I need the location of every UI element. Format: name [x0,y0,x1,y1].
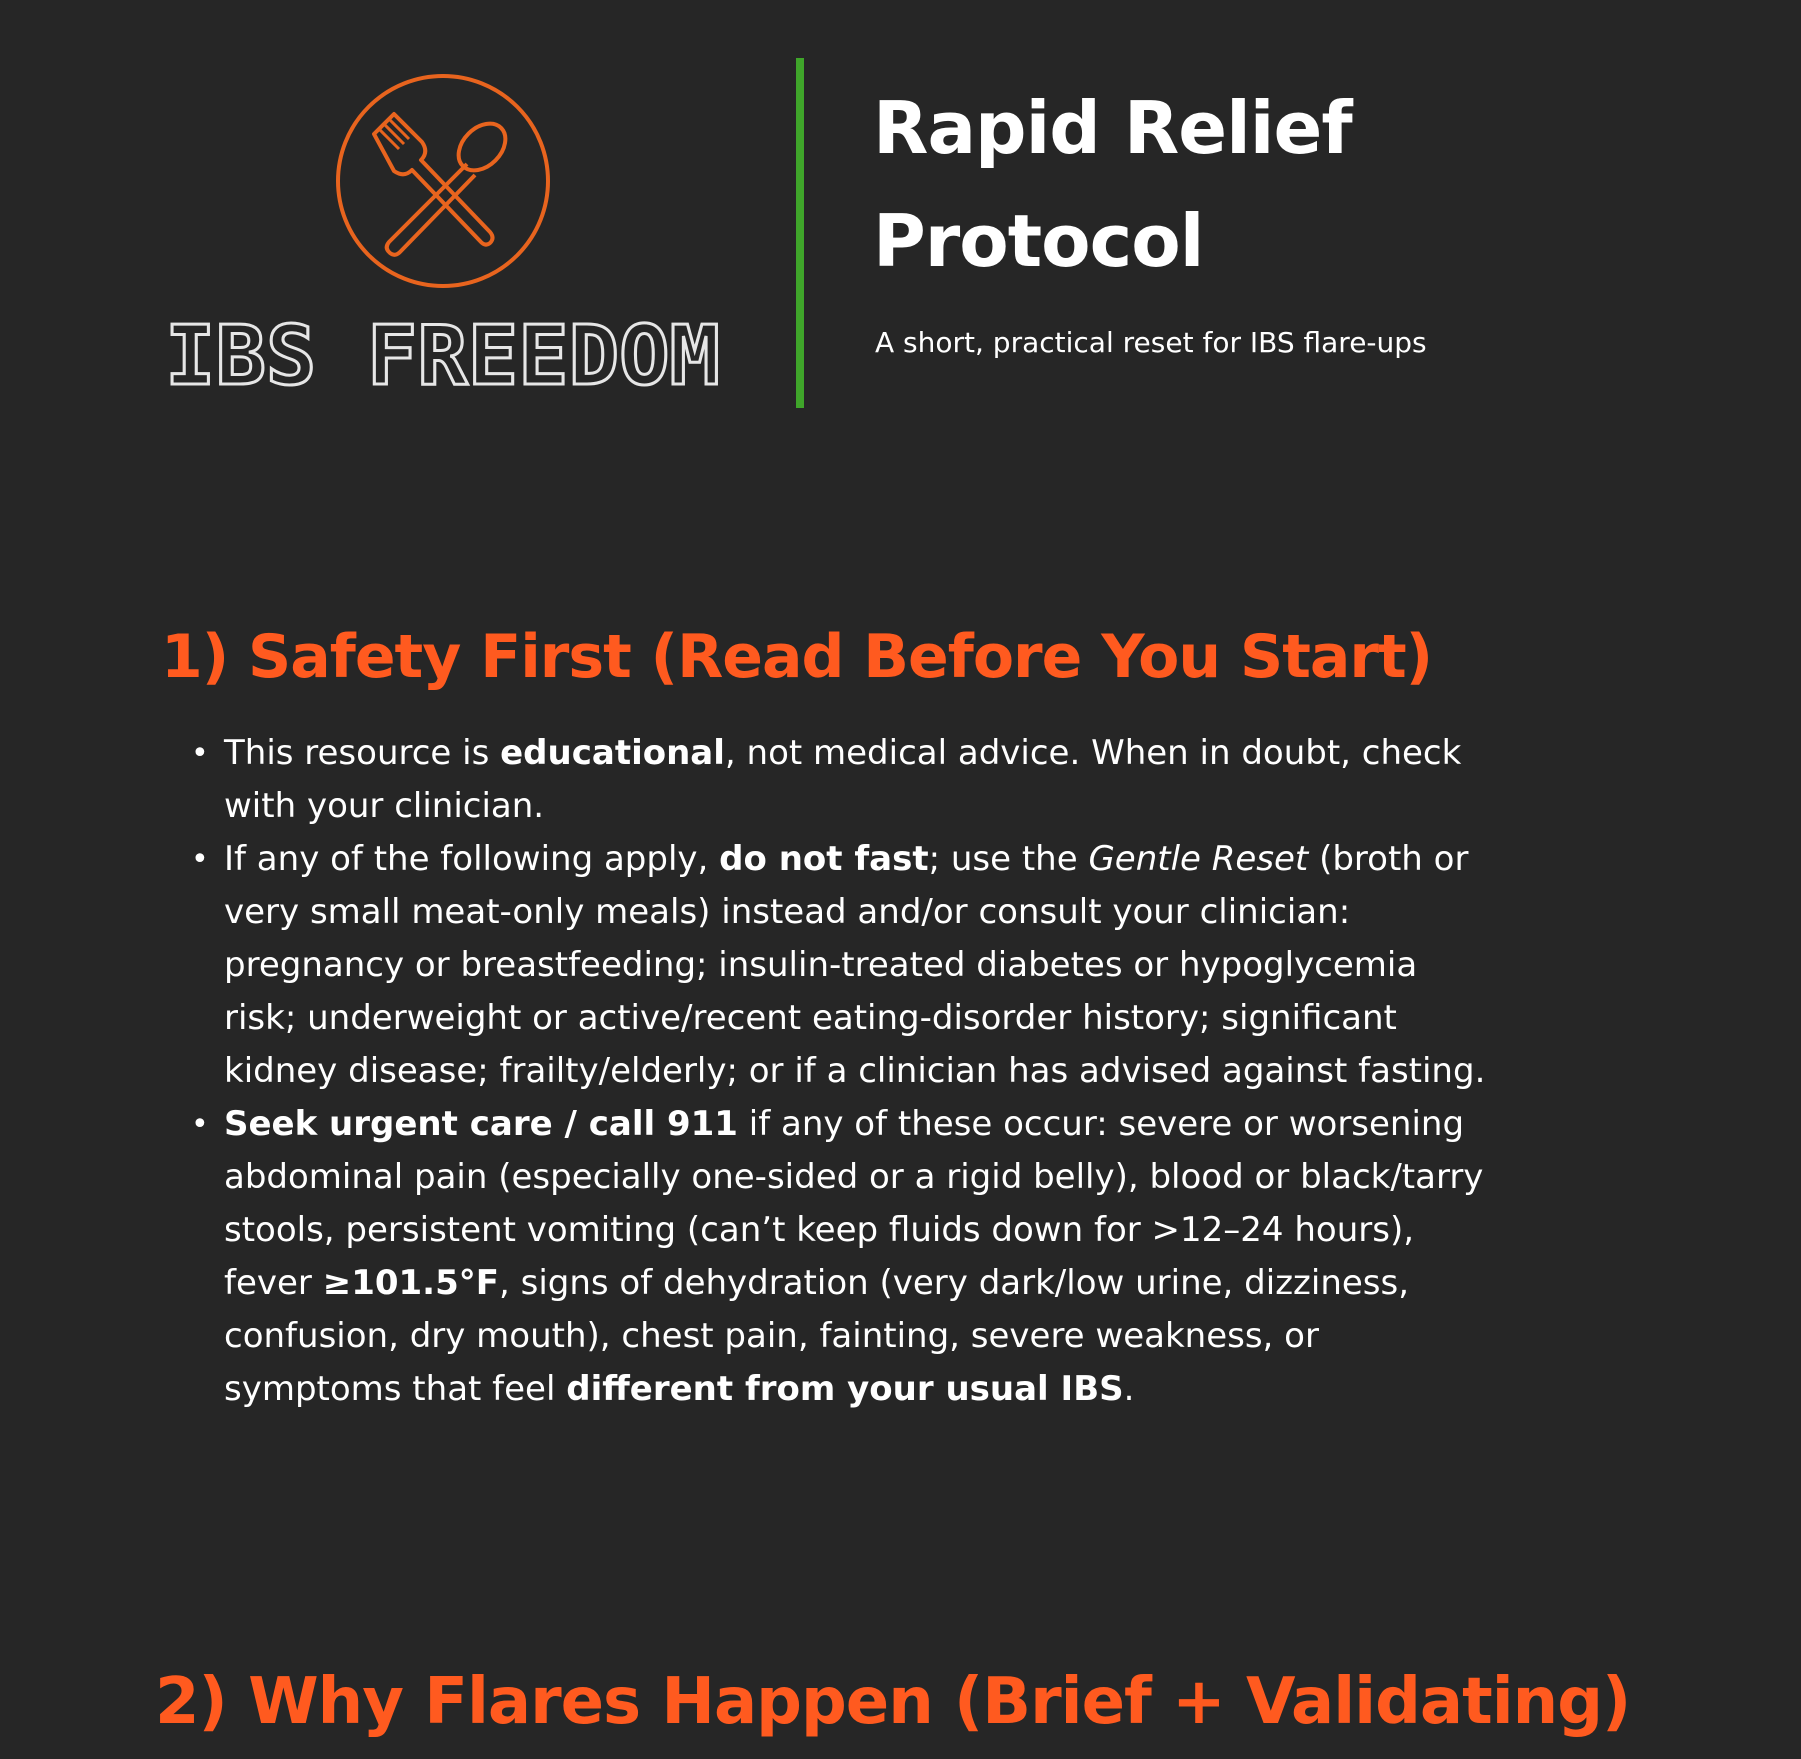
bullet-icon: • [191,1107,209,1142]
title-line-2: Protocol [873,199,1204,283]
title-line-1: Rapid Relief [873,86,1352,170]
page-title [873,72,1352,298]
list-item: • This resource is educational, not medical advice. When in doubt, check with your clinician. [224,727,1489,833]
logo-icon [334,72,552,290]
section-heading-why-flares: 2) Why Flares Happen (Brief + Validating) [155,1665,1631,1739]
fork-and-spoon-crossed-icon [334,72,552,290]
brand-wordmark [165,318,730,398]
section-heading-safety: 1) Safety First (Read Before You Start) [161,622,1433,692]
wordmark-text: IBS FREEDOM [165,318,720,398]
bullet-icon: • [191,736,209,771]
list-item: • If any of the following apply, do not fast; use the Gentle Reset (broth or very small meat-only meals) instead and/or consult your clinician: pregnancy or breastfeeding; insulin-treated diabetes or hypoglycemia risk; underweight or active/recent eating-disorder history; significant kidney disease; frailty/elderly; or if a clinician has advised against fasting. [224,833,1489,1098]
safety-list [191,727,1489,1416]
list-item: • Seek urgent care / call 911 if any of these occur: severe or worsening abdominal pain (especially one-sided or a rigid belly), blood or black/tarry stools, persistent vomiting (can’t keep fluids down for >12–24 hours), fever ≥101.5°F, signs of dehydration (very dark/low urine, dizziness, confusion, dry mouth), chest pain, fainting, severe weakness, or symptoms that feel different from your usual IBS. [224,1098,1489,1416]
header-divider [796,58,804,408]
page-subtitle: A short, practical reset for IBS flare-ups [875,326,1427,359]
bullet-icon: • [191,842,209,877]
